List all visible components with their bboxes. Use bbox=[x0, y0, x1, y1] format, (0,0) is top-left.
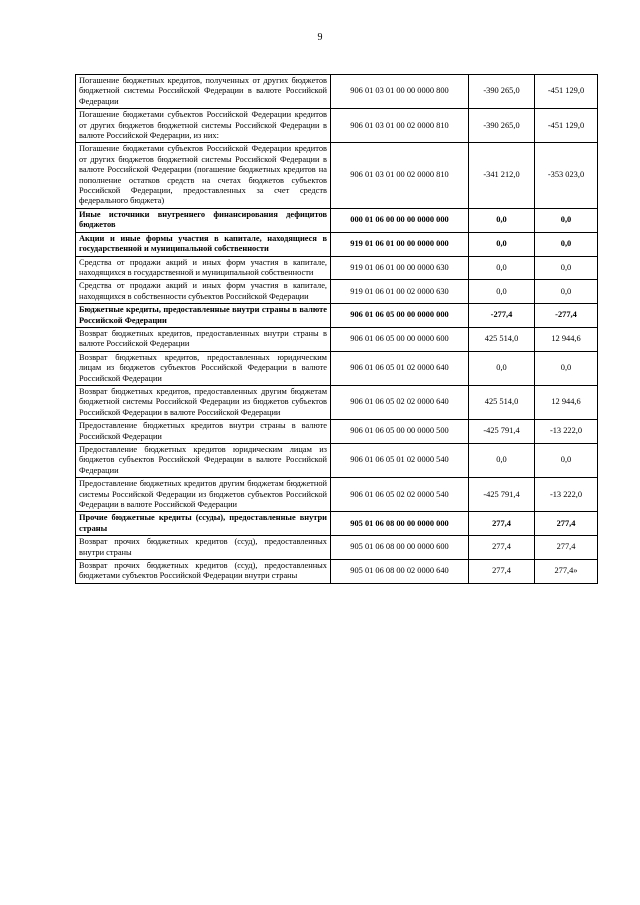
table-row bbox=[76, 304, 598, 328]
row-code: 919 01 06 01 00 02 0000 630 bbox=[331, 280, 469, 304]
row-code: 906 01 06 05 00 00 0000 500 bbox=[331, 420, 469, 444]
row-value-year-1: 425 514,0 bbox=[469, 327, 535, 351]
row-name: Возврат бюджетных кредитов, предоставленных юридическим лицам из бюджетов субъектов Российской Федерации в валюте Российской Федерации bbox=[76, 351, 331, 385]
row-value-year-1: 0,0 bbox=[469, 280, 535, 304]
row-value-year-2: -451 129,0 bbox=[535, 109, 598, 143]
row-name: Погашение бюджетами субъектов Российской Федерации кредитов от других бюджетов бюджетной системы Российской Федерации в валюте Российской Федерации, из них: bbox=[76, 109, 331, 143]
row-value-year-1: -390 265,0 bbox=[469, 75, 535, 109]
row-value-year-1: 0,0 bbox=[469, 256, 535, 280]
row-value-year-2: 0,0 bbox=[535, 208, 598, 232]
row-name: Средства от продажи акций и иных форм участия в капитале, находящихся в собственности субъектов Российской Федерации bbox=[76, 280, 331, 304]
row-value-year-1: -390 265,0 bbox=[469, 109, 535, 143]
table-row bbox=[76, 512, 598, 536]
row-value-year-2: 0,0 bbox=[535, 232, 598, 256]
row-value-year-1: 277,4 bbox=[469, 512, 535, 536]
row-value-year-1: 0,0 bbox=[469, 444, 535, 478]
row-name: Предоставление бюджетных кредитов юридическим лицам из бюджетов субъектов Российской Федерации в валюте Российской Федерации bbox=[76, 444, 331, 478]
row-name: Возврат бюджетных кредитов, предоставленных другим бюджетам бюджетной системы Российской Федерации из бюджетов субъектов Российской Федерации в валюте Российской Федерации bbox=[76, 385, 331, 419]
row-value-year-2: -277,4 bbox=[535, 304, 598, 328]
row-name: Иные источники внутреннего финансирования дефицитов бюджетов bbox=[76, 208, 331, 232]
row-value-year-2: 12 944,6 bbox=[535, 327, 598, 351]
row-value-year-1: -425 791,4 bbox=[469, 478, 535, 512]
row-code: 906 01 03 01 00 00 0000 800 bbox=[331, 75, 469, 109]
budget-sources-table bbox=[75, 74, 598, 584]
table-row bbox=[76, 208, 598, 232]
row-value-year-2: 0,0 bbox=[535, 351, 598, 385]
row-name: Предоставление бюджетных кредитов внутри страны в валюте Российской Федерации bbox=[76, 420, 331, 444]
row-value-year-2: 0,0 bbox=[535, 256, 598, 280]
row-name: Возврат бюджетных кредитов, предоставленных внутри страны в валюте Российской Федерации bbox=[76, 327, 331, 351]
row-value-year-2: -353 023,0 bbox=[535, 143, 598, 208]
row-name: Предоставление бюджетных кредитов другим бюджетам бюджетной системы Российской Федерации из бюджетов субъектов Российской Федерации в валюте Российской Федерации bbox=[76, 478, 331, 512]
table-row bbox=[76, 351, 598, 385]
row-code: 905 01 06 08 00 02 0000 640 bbox=[331, 560, 469, 584]
row-value-year-2: 277,4 bbox=[535, 512, 598, 536]
row-value-year-2: -13 222,0 bbox=[535, 420, 598, 444]
table-row bbox=[76, 385, 598, 419]
row-name: Средства от продажи акций и иных форм участия в капитале, находящихся в государственной и муниципальной собственности bbox=[76, 256, 331, 280]
row-code: 000 01 06 00 00 00 0000 000 bbox=[331, 208, 469, 232]
row-value-year-2: 277,4 bbox=[535, 536, 598, 560]
table-row bbox=[76, 75, 598, 109]
row-value-year-1: 277,4 bbox=[469, 536, 535, 560]
row-code: 905 01 06 08 00 00 0000 000 bbox=[331, 512, 469, 536]
table-row bbox=[76, 327, 598, 351]
row-code: 906 01 06 05 02 02 0000 540 bbox=[331, 478, 469, 512]
row-name: Возврат прочих бюджетных кредитов (ссуд), предоставленных бюджетами субъектов Российской Федерации внутри страны bbox=[76, 560, 331, 584]
table-row bbox=[76, 232, 598, 256]
table-row bbox=[76, 256, 598, 280]
row-code: 906 01 03 01 00 02 0000 810 bbox=[331, 109, 469, 143]
row-code: 919 01 06 01 00 00 0000 000 bbox=[331, 232, 469, 256]
row-value-year-1: 277,4 bbox=[469, 560, 535, 584]
row-code: 919 01 06 01 00 00 0000 630 bbox=[331, 256, 469, 280]
table-row bbox=[76, 444, 598, 478]
row-name: Возврат прочих бюджетных кредитов (ссуд), предоставленных внутри страны bbox=[76, 536, 331, 560]
row-name: Погашение бюджетами субъектов Российской Федерации кредитов от других бюджетов бюджетной системы Российской Федерации в валюте Российской Федерации (погашение бюджетных кредитов на пополнение остатков средств на счетах бюджетов субъектов Российской Федерации, предоставленных за счет средств федерального бюджета) bbox=[76, 143, 331, 208]
row-value-year-1: -277,4 bbox=[469, 304, 535, 328]
table-row bbox=[76, 280, 598, 304]
table-row bbox=[76, 478, 598, 512]
row-name: Погашение бюджетных кредитов, полученных от других бюджетов бюджетной системы Российской Федерации в валюте Российской Федерации bbox=[76, 75, 331, 109]
row-value-year-1: -341 212,0 bbox=[469, 143, 535, 208]
row-value-year-1: -425 791,4 bbox=[469, 420, 535, 444]
table-row bbox=[76, 536, 598, 560]
row-name: Бюджетные кредиты, предоставленные внутри страны в валюте Российской Федерации bbox=[76, 304, 331, 328]
row-value-year-2: 0,0 bbox=[535, 280, 598, 304]
row-code: 906 01 06 05 00 00 0000 600 bbox=[331, 327, 469, 351]
table-row bbox=[76, 420, 598, 444]
row-value-year-1: 0,0 bbox=[469, 232, 535, 256]
row-code: 906 01 06 05 00 00 0000 000 bbox=[331, 304, 469, 328]
page-number: 9 bbox=[317, 32, 323, 43]
row-value-year-2: 0,0 bbox=[535, 444, 598, 478]
table-row bbox=[76, 560, 598, 584]
row-code: 906 01 06 05 01 02 0000 640 bbox=[331, 351, 469, 385]
row-code: 906 01 06 05 02 02 0000 640 bbox=[331, 385, 469, 419]
row-value-year-1: 0,0 bbox=[469, 208, 535, 232]
row-name: Акции и иные формы участия в капитале, находящиеся в государственной и муниципальной собственности bbox=[76, 232, 331, 256]
table-body bbox=[76, 75, 598, 584]
row-value-year-2: 277,4» bbox=[535, 560, 598, 584]
row-code: 905 01 06 08 00 00 0000 600 bbox=[331, 536, 469, 560]
table-row bbox=[76, 143, 598, 208]
table-row bbox=[76, 109, 598, 143]
row-value-year-2: 12 944,6 bbox=[535, 385, 598, 419]
row-name: Прочие бюджетные кредиты (ссуды), предоставленные внутри страны bbox=[76, 512, 331, 536]
row-value-year-1: 0,0 bbox=[469, 351, 535, 385]
row-value-year-2: -13 222,0 bbox=[535, 478, 598, 512]
row-code: 906 01 03 01 00 02 0000 810 bbox=[331, 143, 469, 208]
row-code: 906 01 06 05 01 02 0000 540 bbox=[331, 444, 469, 478]
row-value-year-2: -451 129,0 bbox=[535, 75, 598, 109]
row-value-year-1: 425 514,0 bbox=[469, 385, 535, 419]
